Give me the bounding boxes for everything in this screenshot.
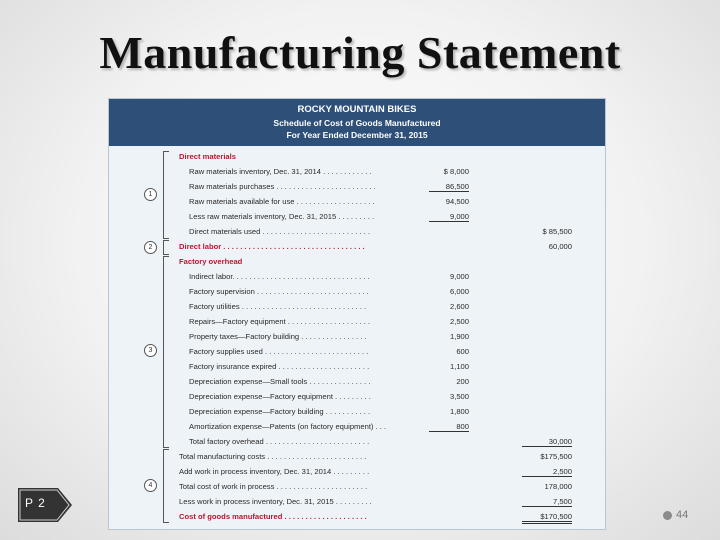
page-number: 44 (676, 509, 689, 521)
row-label: Factory supervision . . . . . . . . . . . . . . . . . . . . . . . . . . . (189, 287, 369, 296)
row-raw-materials-ending (109, 210, 605, 225)
row-label: Less raw materials inventory, Dec. 31, 2015 . . . . . . . . . (189, 212, 375, 221)
row-label: Total factory overhead . . . . . . . . . . . . . . . . . . . . . . . . . (189, 437, 370, 446)
row-label: Cost of goods manufactured . . . . . . . . . . . . . . . . . . . . (179, 512, 367, 521)
step-2-marker: 2 (144, 241, 157, 254)
row-amount: 600 (456, 347, 469, 356)
row-label: Raw materials inventory, Dec. 31, 2014 . . . . . . . . . . . . (189, 167, 372, 176)
slide-title: Manufacturing Statement (99, 27, 621, 78)
row-cost-of-goods-manufactured (109, 510, 605, 525)
row-label: Property taxes—Factory building . . . . . . . . . . . . . . . . (189, 332, 367, 341)
step-1-marker: 1 (144, 188, 157, 201)
row-amount: 1,100 (449, 362, 469, 371)
row-amount: 800 (429, 422, 469, 432)
step-3-marker: 3 (144, 344, 157, 357)
row-repairs (109, 315, 605, 330)
row-total: 178,000 (544, 482, 572, 491)
row-amount: 86,500 (429, 182, 469, 192)
row-label: Direct labor . . . . . . . . . . . . . . . . . . . . . . . . . . . . . . . . . . (179, 242, 365, 251)
row-raw-materials-purchases (109, 180, 605, 195)
row-amount: 6,000 (449, 287, 469, 296)
row-raw-materials-beginning (109, 165, 605, 180)
row-label: Raw materials purchases . . . . . . . . . . . . . . . . . . . . . . . . (189, 182, 376, 191)
company-name: ROCKY MOUNTAIN BIKES (297, 104, 417, 115)
row-label: Factory utilities . . . . . . . . . . . . . . . . . . . . . . . . . . . . . . (189, 302, 367, 311)
row-total: 30,000 (522, 437, 572, 447)
row-label: Factory insurance expired . . . . . . . . . . . . . . . . . . . . . . (189, 362, 370, 371)
page-marker-icon (663, 511, 672, 520)
row-amount: 9,000 (449, 272, 469, 281)
row-label: Direct materials used . . . . . . . . . . . . . . . . . . . . . . . . . . (189, 227, 371, 236)
row-total: $170,500 (522, 512, 572, 524)
section-tag: P 2 (25, 496, 46, 510)
row-total: 7,500 (522, 497, 572, 507)
row-direct-labor (109, 240, 605, 255)
row-amount: 200 (456, 377, 469, 386)
row-label: Less work in process inventory, Dec. 31, 2015 . . . . . . . . . (179, 497, 372, 506)
row-label: Amortization expense—Patents (on factory equipment) . . . (189, 422, 387, 431)
row-amount: 94,500 (445, 197, 469, 206)
row-factory-supplies (109, 345, 605, 360)
row-factory-supervision (109, 285, 605, 300)
row-label: Direct materials (179, 152, 236, 161)
row-amount: 2,500 (449, 317, 469, 326)
row-label: Total manufacturing costs . . . . . . . . . . . . . . . . . . . . . . . . (179, 452, 367, 461)
row-amount: 1,900 (449, 332, 469, 341)
row-label: Depreciation expense—Small tools . . . . . . . . . . . . . . . (189, 377, 371, 386)
row-direct-materials-used (109, 225, 605, 240)
row-factory-utilities (109, 300, 605, 315)
row-label: Depreciation expense—Factory building . . . . . . . . . . . (189, 407, 371, 416)
row-factory-insurance (109, 360, 605, 375)
row-factory-overhead (109, 255, 605, 270)
row-label: Indirect labor. . . . . . . . . . . . . . . . . . . . . . . . . . . . . . . . . (189, 272, 370, 281)
row-label: Factory supplies used . . . . . . . . . . . . . . . . . . . . . . . . . (189, 347, 369, 356)
row-total-wip (109, 480, 605, 495)
row-amount: 2,600 (449, 302, 469, 311)
row-amount: 3,500 (449, 392, 469, 401)
row-property-taxes (109, 330, 605, 345)
row-total: $175,500 (540, 452, 572, 461)
row-total: 2,500 (522, 467, 572, 477)
row-amount: 1,800 (449, 407, 469, 416)
row-label: Add work in process inventory, Dec. 31, 2014 . . . . . . . . . (179, 467, 370, 476)
row-depreciation-small-tools (109, 375, 605, 390)
schedule-period: For Year Ended December 31, 2015 (286, 130, 428, 140)
row-label: Depreciation expense—Factory equipment . . . . . . . . . (189, 392, 371, 401)
schedule-header (109, 99, 605, 146)
row-label: Raw materials available for use . . . . . . . . . . . . . . . . . . . (189, 197, 375, 206)
row-raw-materials-available (109, 195, 605, 210)
step-4-marker: 4 (144, 479, 157, 492)
row-total: $ 85,500 (542, 227, 572, 236)
row-total-factory-overhead (109, 435, 605, 450)
schedule-panel (108, 98, 606, 530)
row-label: Repairs—Factory equipment . . . . . . . . . . . . . . . . . . . . (189, 317, 371, 326)
row-total: 60,000 (548, 242, 572, 251)
row-indirect-labor (109, 270, 605, 285)
row-less-wip (109, 495, 605, 510)
row-depreciation-equipment (109, 390, 605, 405)
schedule-title: Schedule of Cost of Goods Manufactured (273, 118, 441, 128)
row-label: Factory overhead (179, 257, 243, 266)
row-label: Total cost of work in process . . . . . . . . . . . . . . . . . . . . . . (179, 482, 368, 491)
row-amortization-patents (109, 420, 605, 435)
row-depreciation-building (109, 405, 605, 420)
row-amount: $ 8,000 (443, 167, 469, 176)
row-total-manufacturing-costs (109, 450, 605, 465)
row-amount: 9,000 (429, 212, 469, 222)
row-direct-materials (109, 150, 605, 165)
row-add-wip (109, 465, 605, 480)
